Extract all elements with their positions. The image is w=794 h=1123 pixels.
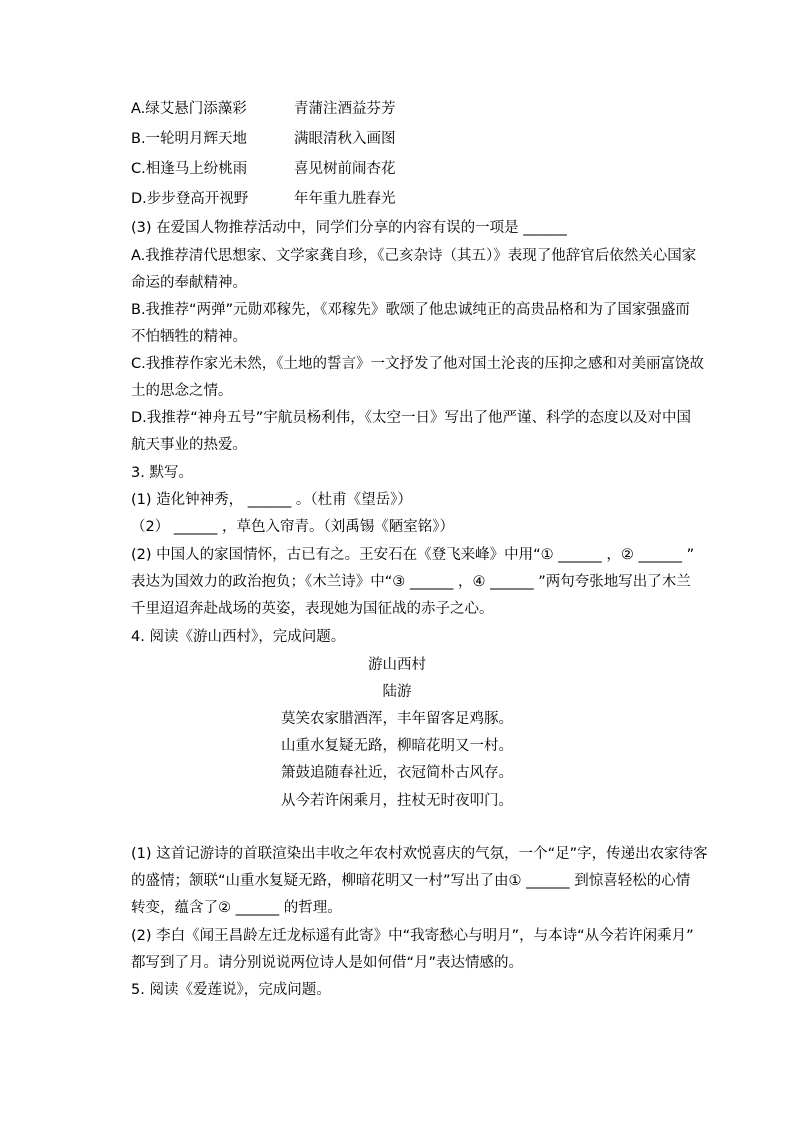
q4-sub2-line1: (2) 李白《闻王昌龄左迁龙标遥有此寄》中“我寄愁心与明月”，与本诗“从今若许闲乘月” <box>131 928 694 944</box>
option-b-left: B.一轮明月辉天地 <box>131 131 248 147</box>
poem-author: 陆游 <box>382 684 412 700</box>
poem-line-2: 山重水复疑无路，柳暗花明又一村。 <box>281 738 513 754</box>
q2-3-option-a-line1: A.我推荐清代思想家、文学家龚自珍，《己亥杂诗（其五）》表现了他辞官后依然关心国家 <box>131 248 697 264</box>
q3-item-2: （2） ______ ，草色入帘青。（刘禹锡《陋室铭》） <box>131 519 454 535</box>
option-c-left: C.相逢马上纷桃雨 <box>131 161 248 177</box>
option-d-right: 年年重九胜春光 <box>294 191 396 207</box>
q2-3-option-b-line1: B.我推荐“两弹”元勋邓稼先，《邓稼先》歌颂了他忠诚纯正的高贵品格和为了国家强盛而 <box>131 302 690 318</box>
option-d-left: D.步步登高开视野 <box>131 191 249 207</box>
q4-sub2-line2: 都写到了月。请分别说说两位诗人是如何借“月”表达情感的。 <box>131 955 524 971</box>
q3-item-3-line3: 千里迢迢奔赴战场的英姿，表现她为国征战的赤子之心。 <box>131 601 494 617</box>
q2-3-option-c-line2: 土的思念之情。 <box>131 383 233 399</box>
q2-3-option-c-line1: C.我推荐作家光未然，《土地的誓言》一文抒发了他对国土沦丧的压抑之感和对美丽富饶故 <box>131 356 704 372</box>
q2-3-option-a-line2: 命运的奉献精神。 <box>131 275 247 291</box>
q3-title: 3. 默写。 <box>131 465 193 481</box>
q4-title: 4. 阅读《游山西村》，完成问题。 <box>131 629 346 645</box>
option-c-right: 喜见树前闹杏花 <box>294 161 396 177</box>
option-a-right: 青蒲注酒益芬芳 <box>294 101 396 117</box>
option-b-right: 满眼清秋入画图 <box>294 131 396 147</box>
poem-line-4: 从今若许闲乘月，拄杖无时夜叩门。 <box>281 793 513 809</box>
q2-3-option-d-line2: 航天事业的热爱。 <box>131 437 247 453</box>
option-a-left: A.绿艾悬门添藻彩 <box>131 101 247 117</box>
poem-title: 游山西村 <box>368 657 426 673</box>
q4-sub1-line3: 转变，蕴含了② ______ 的哲理。 <box>131 900 342 916</box>
poem-line-3: 箫鼓追随春社近，衣冠简朴古风存。 <box>281 765 513 781</box>
q4-sub1-line2: 的盛情；颔联“山重水复疑无路，柳暗花明又一村”写出了由① ______ 到惊喜轻松的心情 <box>131 873 691 889</box>
poem-line-1: 莫笑农家腊酒浑，丰年留客足鸡豚。 <box>281 711 513 727</box>
q3-item-1: (1) 造化钟神秀， ______ 。（杜甫《望岳》） <box>131 492 412 508</box>
q2-3-stem: (3) 在爱国人物推荐活动中，同学们分享的内容有误的一项是 ______ <box>131 220 567 236</box>
q4-sub1-line1: (1) 这首记游诗的首联渲染出丰收之年农村欢悦喜庆的气氛，一个“足”字，传递出农家待客 <box>131 846 708 862</box>
q5-title: 5. 阅读《爱莲说》，完成问题。 <box>131 982 331 998</box>
q2-3-option-b-line2: 不怕牺牲的精神。 <box>131 329 247 345</box>
q3-item-3-line2: 表达为国效力的政治抱负；《木兰诗》中“③ ______ ，④ ______ ”两句夸张地写出了木兰 <box>131 574 691 590</box>
q2-3-option-d-line1: D.我推荐“神舟五号”宇航员杨利伟，《太空一日》写出了他严谨、科学的态度以及对中国 <box>131 410 692 426</box>
q3-item-3-line1: (2) 中国人的家国情怀，古已有之。王安石在《登飞来峰》中用“① ______ ，② ______ ” <box>131 547 695 563</box>
